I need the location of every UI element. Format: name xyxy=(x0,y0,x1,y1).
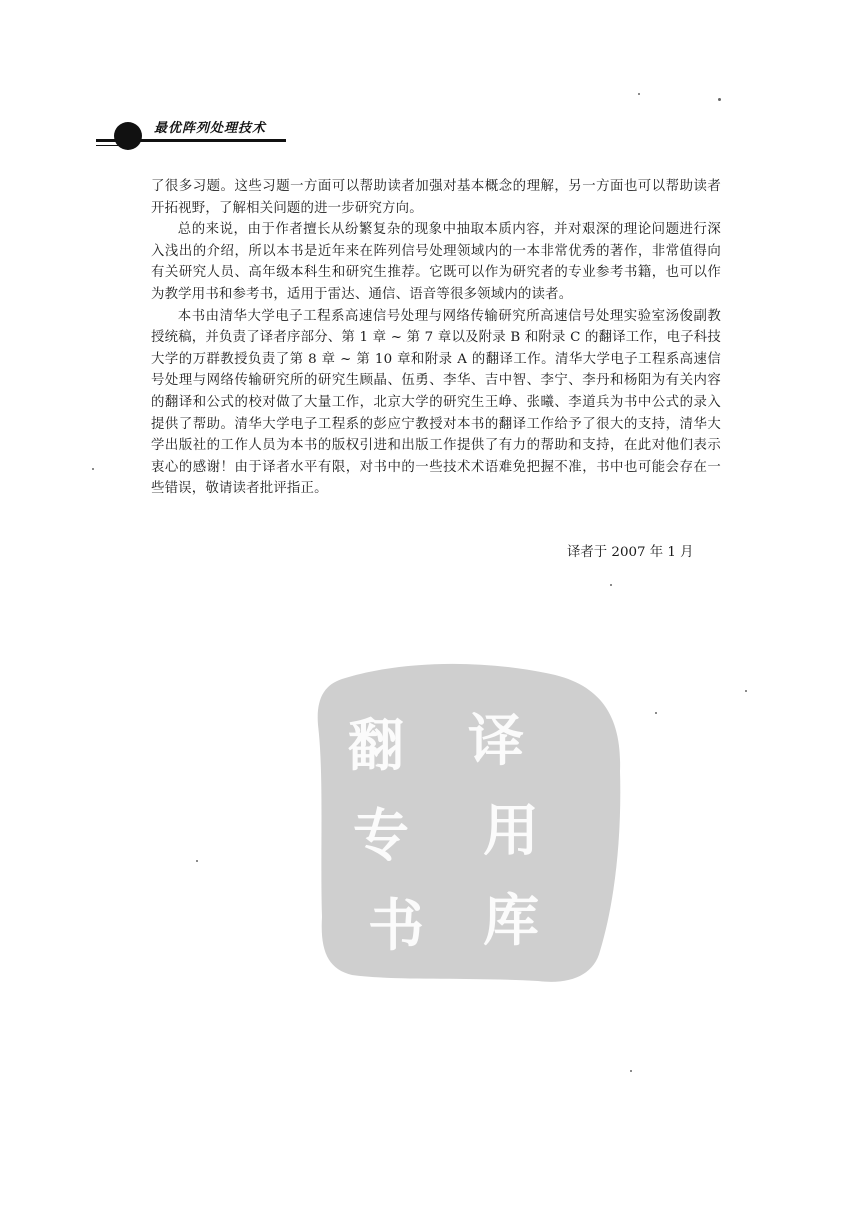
body-text xyxy=(151,176,721,500)
scan-speck xyxy=(718,98,721,101)
seal-char-6: 库 xyxy=(483,888,539,954)
scan-speck xyxy=(92,468,94,470)
seal-char-5: 书 xyxy=(368,893,424,959)
scan-speck xyxy=(610,584,612,586)
header-circle-icon xyxy=(114,122,142,150)
seal-char-2: 译 xyxy=(468,708,524,774)
paragraph-continued: 了很多习题。这些习题一方面可以帮助读者加强对基本概念的理解，另一方面也可以帮助读者开拓视野，了解相关问题的进一步研究方向。 xyxy=(151,179,721,216)
seal-char-3: 专 xyxy=(353,803,409,869)
scan-speck xyxy=(630,1070,632,1072)
paragraph-summary: 总的来说，由于作者擅长从纷繁复杂的现象中抽取本质内容，并对艰深的理论问题进行深入浅出的介绍，所以本书是近年来在阵列信号处理领域内的一本非常优秀的著作，非常值得向有关研究人员、高年级本科生和研究生推荐。它既可以作为研究者的专业参考书籍，也可以作为教学用书和参考书，适用于雷达、通信、语音等很多领域内的读者。 xyxy=(151,222,721,302)
seal-char-4: 用 xyxy=(483,798,539,864)
scan-speck xyxy=(196,860,198,862)
seal-watermark-icon xyxy=(308,655,626,985)
running-header xyxy=(96,112,286,152)
seal-char-1: 翻 xyxy=(348,713,404,779)
paragraph-acknowledgement: 本书由清华大学电子工程系高速信号处理与网络传输研究所高速信号处理实验室汤俊副教授统稿，并负责了译者序部分、第 1 章 ~ 第 7 章以及附录 B 和附录 C 的翻译工作，电子科技大学的万群教授负责了第 8 章 ~ 第 10 章和附录 A 的翻译工作。清华大学电子工程系高速信号处理与网络传输研究所的研究生顾晶、伍勇、李华、吉中智、李宁、李丹和杨阳为有关内容的翻译和公式的校对做了大量工作，北京大学的研究生王峥、张曦、李道兵为书中公式的录入提供了帮助。清华大学电子工程系的彭应宁教授对本书的翻译工作给予了很大的支持，清华大学出版社的工作人员为本书的版权引进和出版工作提供了有力的帮助和支持，在此对他们表示衷心的感谢！由于译者水平有限，对书中的一些技术术语难免把握不准，书中也可能会存在一些错误，敬请读者批评指正。 xyxy=(151,308,721,497)
scan-speck xyxy=(655,712,657,714)
translator-signature: 译者于 2007 年 1 月 xyxy=(567,545,694,560)
scan-speck xyxy=(638,93,640,95)
scan-speck xyxy=(745,690,747,692)
header-title: 最优阵列处理技术 xyxy=(154,121,267,136)
